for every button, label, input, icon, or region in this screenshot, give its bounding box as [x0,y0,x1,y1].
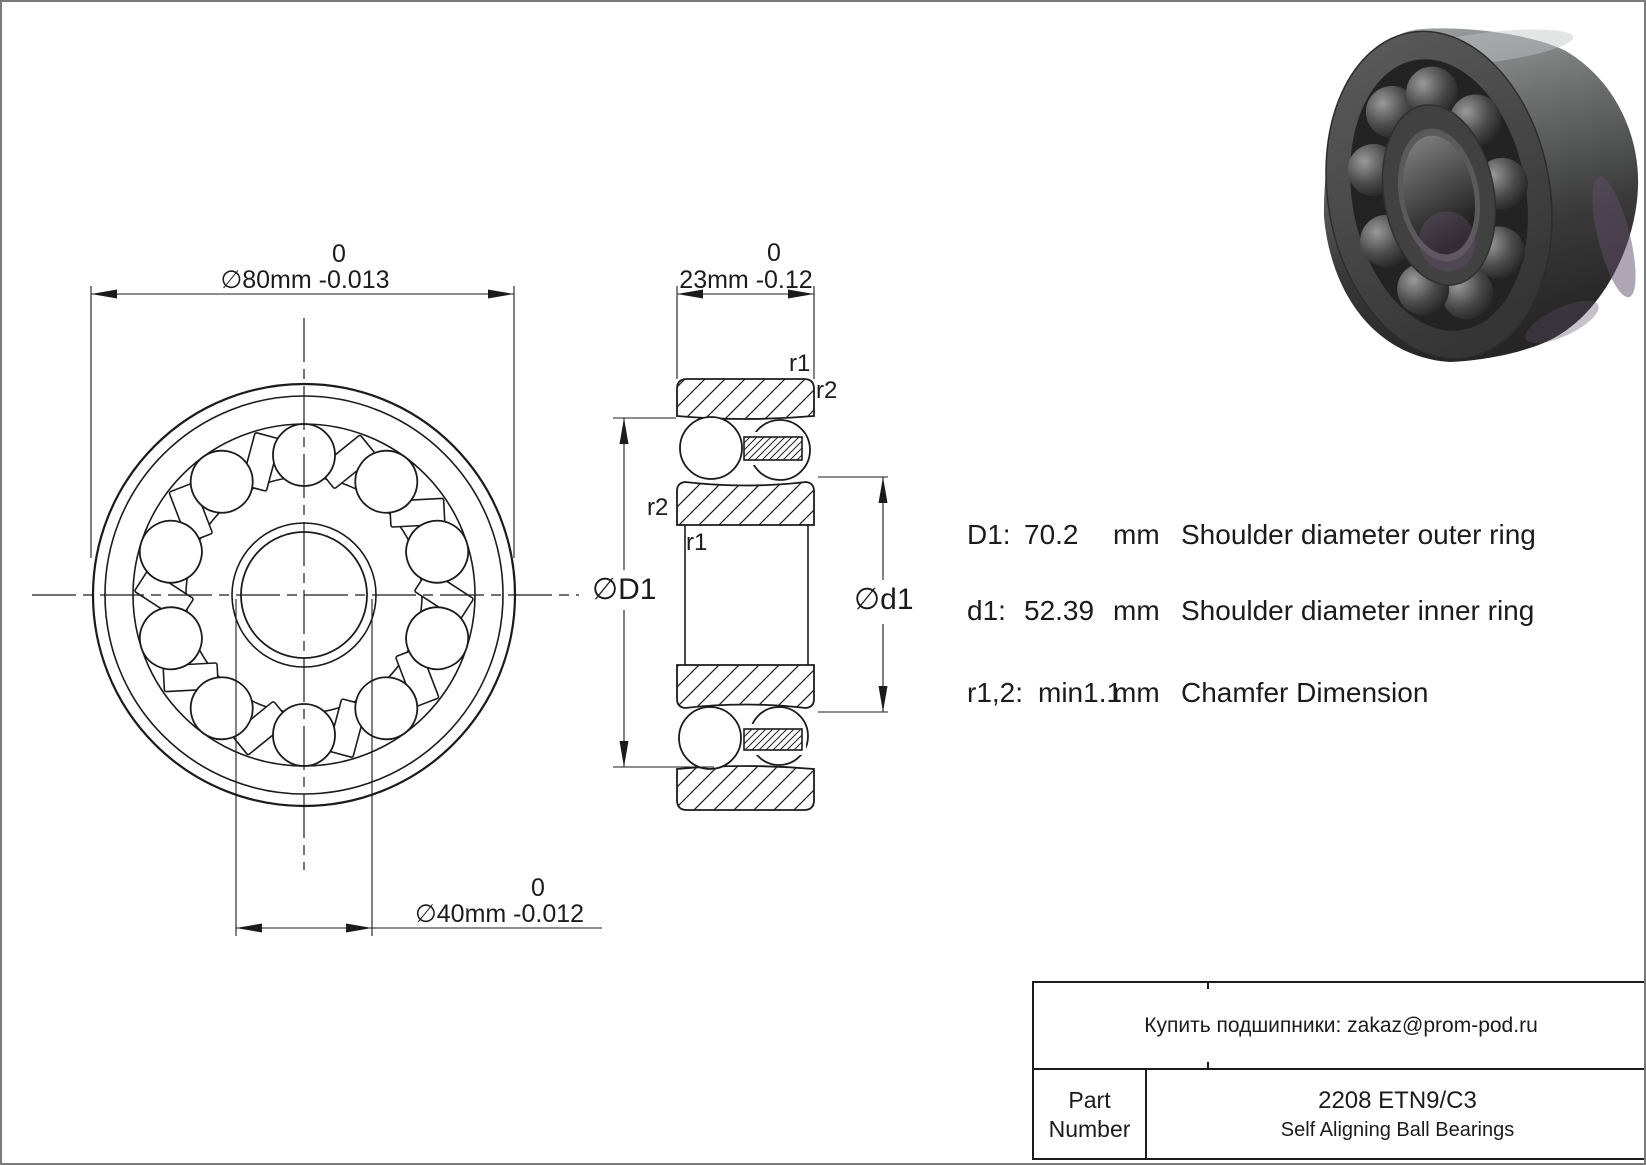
part-number-label-cell [1034,1070,1147,1160]
label-shoulder-outer: ∅D1 [592,573,657,606]
front-view [32,318,579,870]
spec-value: 52.39 [1024,595,1095,626]
dim-bore-arrow-left [236,924,262,933]
label-r1-top: r1 [789,350,811,377]
title-block [1032,981,1646,1160]
dim-bore-upper-tolerance: 0 [531,874,545,902]
centering-mark [1207,1062,1209,1068]
label-r2-mid: r2 [647,494,669,521]
label-shoulder-inner: ∅d1 [854,583,914,616]
part-number: 2208 ETN9/C3 [1318,1087,1477,1114]
part-label-line2: Number [1048,1116,1131,1142]
dim-D1-arrow-top [620,418,629,444]
spec-label: d1: [967,595,1006,626]
bearing-3d-render [1301,13,1644,377]
spec-unit: mm [1113,519,1160,550]
spec-description: Shoulder diameter outer ring [1181,519,1536,550]
section-cage [744,729,802,750]
section-ball [679,707,741,769]
dim-width-upper-tolerance: 0 [767,239,781,267]
product-type: Self Aligning Ball Bearings [1280,1119,1515,1141]
spec-label: r1,2: [967,677,1024,708]
title-block-part-row [1034,1070,1646,1160]
inner-ring-top-section [677,482,814,525]
outer-ring-top-section [677,379,814,419]
spec-row-r12 [967,677,1527,711]
spec-unit: mm [1113,595,1160,626]
spec-unit: mm [1113,677,1160,708]
outer-ring-bottom-section [677,766,814,810]
dim-bore-arrow-right [346,924,372,933]
dim-outer-upper-tolerance: 0 [332,240,346,268]
spec-label: D1: [967,519,1011,550]
section-bottom-ball-row [679,707,808,769]
part-label-line1: Part [1068,1087,1111,1113]
dim-outer-arrow-left [91,290,117,299]
spec-row-D1 [967,519,1536,553]
section-ball [680,417,742,479]
inner-ring-bottom-section [677,665,814,708]
specifications-table [967,505,1536,725]
spec-value: min1.1 [1038,677,1123,708]
dim-outer-text: ∅80mm -0.013 [220,266,390,294]
section-top-ball-row [680,417,810,480]
contact-text: Купить подшипники: zakaz@prom-pod.ru [1144,1013,1538,1037]
label-r1-mid: r1 [686,529,708,556]
section-view [677,379,814,810]
title-block-contact-row [1034,983,1646,1070]
spec-description: Shoulder diameter inner ring [1181,595,1535,626]
spec-row-d1 [967,595,1535,629]
dim-bore-text: ∅40mm -0.012 [415,900,585,928]
dim-D1-arrow-bottom [620,741,629,767]
centering-mark [1207,983,1209,989]
dim-d1-arrow-top [879,477,888,503]
dim-d1-arrow-bottom [879,686,888,712]
dim-outer-diameter [91,286,514,558]
section-cage [744,437,802,460]
dim-outer-arrow-right [488,290,514,299]
dim-width-text: 23mm -0.12 [679,266,813,294]
spec-value: 70.2 [1024,519,1079,550]
label-r2-top: r2 [816,377,838,404]
part-number-value-cell [1147,1070,1646,1160]
spec-description: Chamfer Dimension [1181,677,1429,708]
